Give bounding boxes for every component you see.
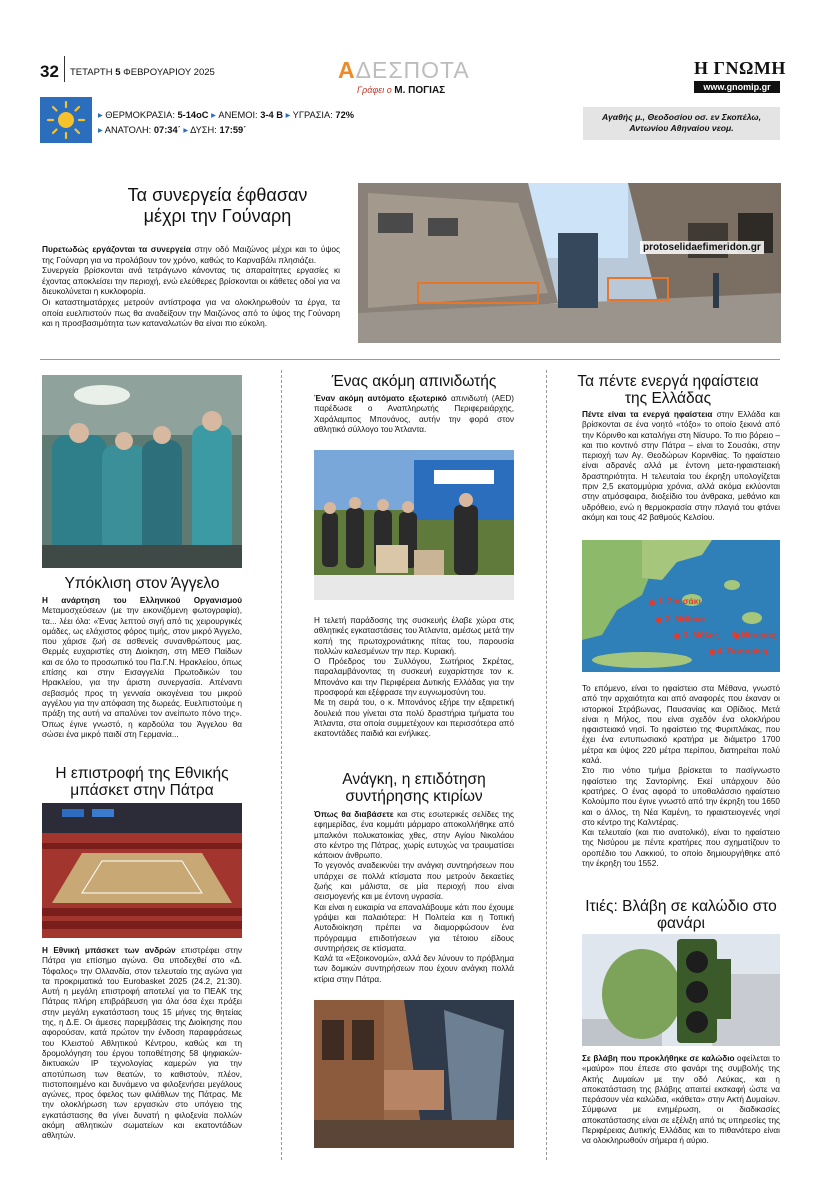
basketball-arena-photo xyxy=(42,803,242,938)
weather-line-1: ▸ ΘΕΡΜΟΚΡΑΣΙΑ: 5-14oC ▸ ΑΝΕΜΟΙ: 3-4 Β ▸ ΥΓΡΑΣΙΑ: 72% xyxy=(98,110,355,120)
defibrillator-photo xyxy=(314,450,514,600)
col2-story1-body: Η τελετή παράδοσης της συσκευής έλαβε χώρα στις αθλητικές εγκαταστάσεις του Άτλαντα, αμέσως μετά την κοπή της πρωτοχρονιάτικης πίτας του, παρουσία πολλών καλεσμένων την περ. Κυριακή. Ο Πρόεδρος του Συλλόγου, Σωτήριος Σκρέτας, παραλαμβάνοντας τη συσκευή ευχαρίστησε τον κ. Μπονάνο και την Περιφέρεια Δυτικής Ελλάδας για την προσφορά και εξέφρασε την ευγνωμοσύνη του. Με τη σειρά του, ο κ. Μπονάνος εξήρε την εξαιρετική δουλειά που γίνεται στα πολύ δραστήρια τμήματα του Άτλαντα, στα οποία συμμετέχουν και περισσότερα από εκατοντάδες παιδιά και ενήλικες. xyxy=(314,616,514,739)
col2-story1-intro: Έναν ακόμη αυτόματο εξωτερικό απινιδωτή (AED) παρέδωσε ο Αναπληρωτής Περιφερειάρχης, Χαράλαμπος Μπονάνος, αυτήν την φορά στον αθλητικό σύλλογο του Άτλαντα. xyxy=(314,394,515,434)
col3-story2-body: Σε βλάβη που προκλήθηκε σε καλώδιο οφείλεται το «μαύρο» που έπεσε στο φανάρι της συμβολής της Ακτής Δυμαίων με την οδό Λεύκας, και η αποκατάσταση της βλάβης απαιτεί εκσκαφή ώστε να περάσουν νέα καλώδια, «κάθετα» στην Ακτή Δυμαίων. Σύμφωνα με ενημέρωση, οι διαδικασίες αποκατάστασης είναι σε εξέλιξη από τις υπηρεσίες της Περιφέρειας Δυτικής Ελλάδας και το πιθανότερο είναι να ολοκληρωθούν σήμερα ή αύριο. xyxy=(582,1054,780,1146)
section-title: ΑΔΕΣΠΟΤΑ xyxy=(338,57,470,83)
map-label-3: 3. Μήλος xyxy=(683,630,719,640)
col1-story2-title: Η επιστροφή της Εθνικής μπάσκετ στην Πάτρα xyxy=(55,765,229,799)
surgery-photo xyxy=(42,375,242,568)
website: www.gnomip.gr xyxy=(694,81,780,93)
sun-icon xyxy=(40,97,92,143)
newspaper-logo: Η ΓΝΩΜΗ xyxy=(694,58,786,78)
issue-date: ΤΕΤΑΡΤΗ 5 ΦΕΒΡΟΥΑΡΙΟΥ 2025 xyxy=(70,67,215,78)
traffic-light-photo xyxy=(582,934,780,1046)
page-number: 32 xyxy=(40,62,59,81)
weather-box xyxy=(40,97,92,143)
col2-story2-body: Όπως θα διαβάσετε και στις εσωτερικές σελίδες της εφημερίδας, ένα κομμάτι μάρμαρο αποκολλήθηκε από μπαλκόνι πολυκατοικίας χθες, στην Αγίου Νικολάου στο κέντρο της Πάτρας, χωρίς ευτυχώς να τραυματίσει κάποιον άνθρωπο. Το γεγονός αναδεικνύει την ανάγκη συντηρήσεων που υπάρχει σε πολλά κτίσματα που μετρούν δεκαετίες ζωής και μάλιστα, σε μία περιοχή που είναι σεισμογενής και με έντονη υγρασία. Και είναι η ευκαιρία να επαναλάβουμε κάτι που έχουμε γράψει και παλαιότερα: Η Πολιτεία και η Τοπική Αυτοδιοίκηση πρέπει να διαμορφώσουν ένα πρόγραμμα επιδοτήσεων για τέτοιου είδους συντηρήσεις σε κτίσματα. Καλά τα «Εξοικονομώ», αλλά δεν λύνουν το πρόβλημα των δομικών συντηρήσεων που έχουν ανάγκη πολλά κτίρια στην Πάτρα. xyxy=(314,810,514,984)
street-works-photo xyxy=(358,183,781,343)
col2-story2-title: Ανάγκη, η επιδότηση συντήρησης κτιρίων xyxy=(342,771,486,805)
col1-story2-body: Η Εθνική μπάσκετ των ανδρών επιστρέφει στην Πάτρα για επίσημο αγώνα. Θα υποδεχθεί στο «Δ. Τόφαλος» την Ολλανδία, στον τελευταίο της αγώνα για τα προκριματικά του Eurobasket 2025 (24.2, 21:30). Αυτή η μεγάλη επιστροφή αποτελεί για το ΠΕΑΚ της Πάτρας πλήρη επιβράβευση για όλα όσα έχει πράξει στην μεγάλη εγκατάσταση τους 15 μήνες της θητείας της, η Δ.Ε. Οι άμεσες παρεμβάσεις της Διοίκησης που αφορούσαν, κατά πρώτον την ένδοση παραφράσεως του Κλειστού Αθλητικού Κέντρου, καθώς και τη δρομολόγηση του έργου τοποθέτησης 58 ψηφιακών-δικτυακών IP τεχνολογίας καμερών για την αποτύπωση των θεατών, το καθιστούν, πλέον, πιστοποιημένο και δυνάμενο να φιλοξενήσει μεγάλους αγώνες, προς όφελος των φιλάθλων της Πάτρας. Με την ολοκλήρωση των εργασιών στο υπόγειο της εγκατάστασης θα γίνει δυνατή η φιλοξενία πολλών ακόμη αθλητικών σωματείων και εκατοντάδων αθλητών. xyxy=(42,946,242,1141)
col1-story1-body: Η ανάρτηση του Ελληνικού Οργανισμού Μεταμοσχεύσεων (με την εικονιζόμενη φωτογραφία), τα... λέει όλα: «Ένας λεπτού σιγή από τις χειρουργικές ομάδες, ως ελάχιστος φόρος τιμής, στον μικρό Άγγελο, που χάρισε ζωή σε ασθενείς συνανθρώπους μας. Θερμές ευχαριστίες στη Διοίκηση, στη ΜΕΘ Παίδων και σε όλο το προσωπικό του Πα.Γ.Ν. Ηρακλείου, όπως επίσης και στην Εισαγγελία Πρωτοδικών του Ηρακλείου, για την άριστη συνεργασία. Απέναντι σεβασμός προς τη γενναία οικογένεια του μικρού αγγέλου για την απόφαση της δωρεάς. Ευελπιστούμε η πράξη της αυτή να απαλύνει τον ανείπωτο πόνο της». Όπως έγινε γνωστό, η καρδούλα του Άγγελου θα σώσει ένα μικρό παιδί στη Γερμανία... xyxy=(42,596,242,739)
map-label-4: 4. Σαντορίνη xyxy=(717,646,768,656)
col3-story2-title: Ιτιές: Βλάβη σε καλώδιο στο φανάρι xyxy=(585,898,777,932)
col2-story1-title: Ένας ακόμη απινιδωτής xyxy=(331,373,497,390)
volcano-map xyxy=(582,540,780,672)
watermark: protoselidaefimeridon.gr xyxy=(640,241,764,254)
building-photo xyxy=(314,1000,514,1148)
top-story-body: Πυρετωδώς εργάζονται τα συνεργεία στην οδό Μαιζώνος μέχρι και το ύψος της Γούναρη για να προλάβουν τον χρόνο, καθώς το Καρναβάλι πλησιάζει. Συνεργεία βρίσκονται ανά τετράγωνο κάνοντας τις απαραίτητες εργασίες κι έχοντας αποκλείσει την περιοχή, ενώ ελεύθερες βρίσκονται οι κάθετες οδοί για να διευκολύνεται η κυκλοφορία. Οι καταστηματάρχες μετρούν αντίστροφα για να ολοκληρωθούν τα έργα, τα οποία ευελπιστούν πως θα αναδείξουν την Μαιζώνος από το ύψος της Γούναρη και η προσβασιμότητα των καταναλωτών θα είναι πιο εύκολη. xyxy=(42,244,340,329)
map-label-2: 2. Μέθανα xyxy=(665,614,706,624)
top-story-title: Τα συνεργεία έφθασαν μέχρι την Γούναρη xyxy=(127,185,308,226)
byline: Γράφει ο Μ. ΠΟΓΙΑΣ xyxy=(357,85,446,96)
col3-story1-intro: Πέντε είναι τα ενεργά ηφαίστεια στην Ελλάδα και βρίσκονται σε ένα νοητό «τόξο» το οποίο ξεκινά από την Κόρινθο και καταλήγει στη Νίσυρο. Το πιο βόρειο – και πιο κοντινό στην Πάτρα – είναι το Σουσάκι, στην περιοχή των Αγ. Θεοδώρων Κορινθίας. Το ηφαίστειο είναι αδρανές αλλά με έντονη μετα-ηφαιστειακή δραστηριότητα. Η τελευταία του έκρηξη υπολογίζεται πριν 2,5 εκατομμύρια χρόνια, αλλά ακόμα εκλύονται στην ατμόσφαιρα, διοξείδιο του άνθρακα, μεθάνιο και υδρόθειο, ενώ η θερμοκρασία στην πλαγιά του φτάνει ακόμη και τους 42 βαθμούς Κελσίου. xyxy=(582,410,780,522)
col3-story1-body: Το επόμενο, είναι το ηφαίστειο στα Μέθανα, γνωστό από την αρχαιότητα και από αναφορές που έκαναν οι ιστορικοί Στράβωνας, Παυσανίας και Οβίδιος. Μετά είναι η Μήλος, που είναι σχεδόν ένα ολοκλήρου ηφαιστειακό νησί. Το ηφαίστειο της Φυριπλάκας, που έχει ένα εντυπωσιακό κρατήρα με διάμετρο 1700 μέτρα και ύψος 220 μέτρα περίπου, διατηρείται πολύ καλά. Στο πιο νότιο τμήμα βρίσκεται το πασίγνωστο ηφαίστειο της Σαντορίνης. Εκεί υπάρχουν δύο κρατήρες. Ο ένας αφορά το υποθαλάσσιο ηφαίστειο Κολούμπο που έγινε γνωστό από την έκρηξη του 1650 και ο άλλος, τη Νέα Καμένη, το ηφαιστειογενές νησί στο κέντρο της Καλντέρας. Και τελευταίο (και πιο ανατολικό), είναι το ηφαίστειο της Νισύρου με πέντε κρατήρες που σχηματίζουν το οροπέδιο του Λακκιού, το οποίο δημιουργήθηκε από την έκρηξη του 1552. xyxy=(582,684,780,869)
col3-story1-title: Τα πέντε ενεργά ηφαίστεια της Ελλάδας xyxy=(577,373,759,407)
col1-story1-title: Υπόκλιση στον Άγγελο xyxy=(64,575,220,592)
weather-line-2: ▸ ΑΝΑΤΟΛΗ: 07:34΄ ▸ ΔΥΣΗ: 17:59΄ xyxy=(98,125,247,135)
map-label-1: 1. Σουσάκι xyxy=(658,596,701,606)
saints-of-day: Αγαθής μ., Θεοδοσίου οσ. εν Σκοπέλω, Αντωνίου Αθηναίου νεομ. xyxy=(583,107,780,140)
map-label-5: 5. Νίσυρος xyxy=(732,630,776,640)
